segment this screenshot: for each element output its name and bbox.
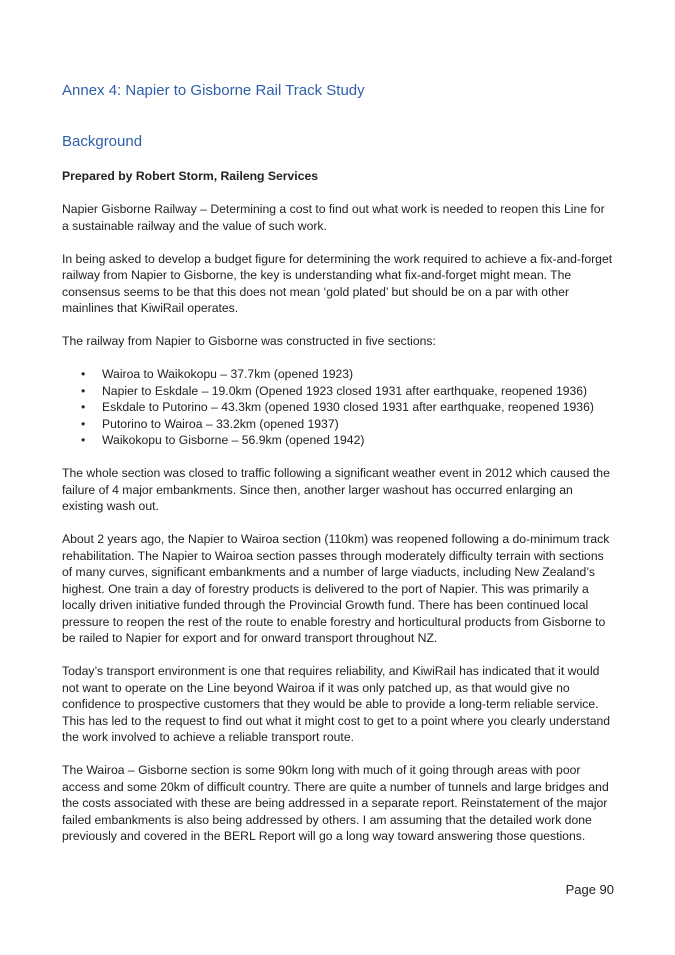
list-item bbox=[81, 399, 614, 416]
paragraph: About 2 years ago, the Napier to Wairoa section (110km) was reopened following a do-minimum track rehabilitation. The Napier to Wairoa section passes through moderately difficulty terrain with sections of many curves, significant embankments and a number of large viaducts, including New Zealand’s highest. One train a day of forestry products is delivered to the port of Napier. This was primarily a locally driven initiative funded through the Provincial Growth fund. There has been continued local pressure to reopen the rest of the route to enable forestry and horticultural products from Gisborne to be railed to Napier for export and for onward transport throughout NZ. bbox=[62, 532, 610, 645]
bullet-icon: • bbox=[81, 383, 86, 398]
section-heading-background: Background bbox=[62, 133, 143, 150]
document-body bbox=[62, 168, 614, 861]
list-item bbox=[81, 416, 614, 433]
list-item-text: Wairoa to Waikokopu – 37.7km (opened 1923) bbox=[102, 367, 354, 381]
paragraph: Napier Gisborne Railway – Determining a cost to find out what work is needed to reopen this Line for a sustainable railway and the value of such work. bbox=[62, 202, 605, 233]
annex-title: Annex 4: Napier to Gisborne Rail Track Study bbox=[62, 82, 365, 99]
paragraph: In being asked to develop a budget figure for determining the work required to achieve a fix-and-forget railway from Napier to Gisborne, the key is understanding what fix-and-forget might mean. The consensus seems to be that this does not mean ‘gold plated’ but should be on a par with other mainlines that KiwiRail operates. bbox=[62, 251, 613, 315]
bullet-icon: • bbox=[81, 367, 86, 381]
list-item bbox=[81, 383, 614, 400]
list-item bbox=[81, 366, 614, 383]
list-item-text: Napier to Eskdale – 19.0km (Opened 1923 closed 1931 after earthquake, reopened 1936) bbox=[102, 383, 588, 398]
paragraph: The Wairoa – Gisborne section is some 90km long with much of it going through areas with poor access and some 20km of difficult country. There are quite a number of tunnels and large bridges and the costs associated with these are being addressed in a separate report. Reinstatement of the major failed embankments is also being addressed by others. I am assuming that the detailed work done previously and covered in the BERL Report will go a long way toward answering those questions. bbox=[62, 763, 609, 843]
bullet-icon: • bbox=[81, 416, 86, 431]
list-item-text: Eskdale to Putorino – 43.3km (opened 1930 closed 1931 after earthquake, reopened 1936) bbox=[102, 400, 594, 414]
bullet-icon: • bbox=[81, 433, 86, 447]
prepared-by: Prepared by Robert Storm, Raileng Services bbox=[62, 169, 319, 183]
list-item-text: Putorino to Wairoa – 33.2km (opened 1937) bbox=[102, 416, 339, 431]
bullet-icon: • bbox=[81, 400, 86, 414]
page-number: Page 90 bbox=[565, 882, 614, 897]
paragraph: Today’s transport environment is one that requires reliability, and KiwiRail has indicated that it would not want to operate on the Line beyond Wairoa if it was only patched up, as that would give no confidence to prospective customers that they would be able to provide a long-term reliable service. This has led to the request to find out what it might cost to get to a point where you clearly understand the work involved to achieve a reliable transport route. bbox=[62, 664, 611, 744]
list-item-text: Waikokopu to Gisborne – 56.9km (opened 1942) bbox=[102, 433, 365, 447]
sections-list bbox=[62, 366, 614, 449]
paragraph: The railway from Napier to Gisborne was constructed in five sections: bbox=[62, 334, 436, 348]
list-item bbox=[81, 432, 614, 449]
paragraph: The whole section was closed to traffic following a significant weather event in 2012 which caused the failure of 4 major embankments. Since then, another larger washout has occurred enlarging an existing wash out. bbox=[62, 466, 610, 513]
